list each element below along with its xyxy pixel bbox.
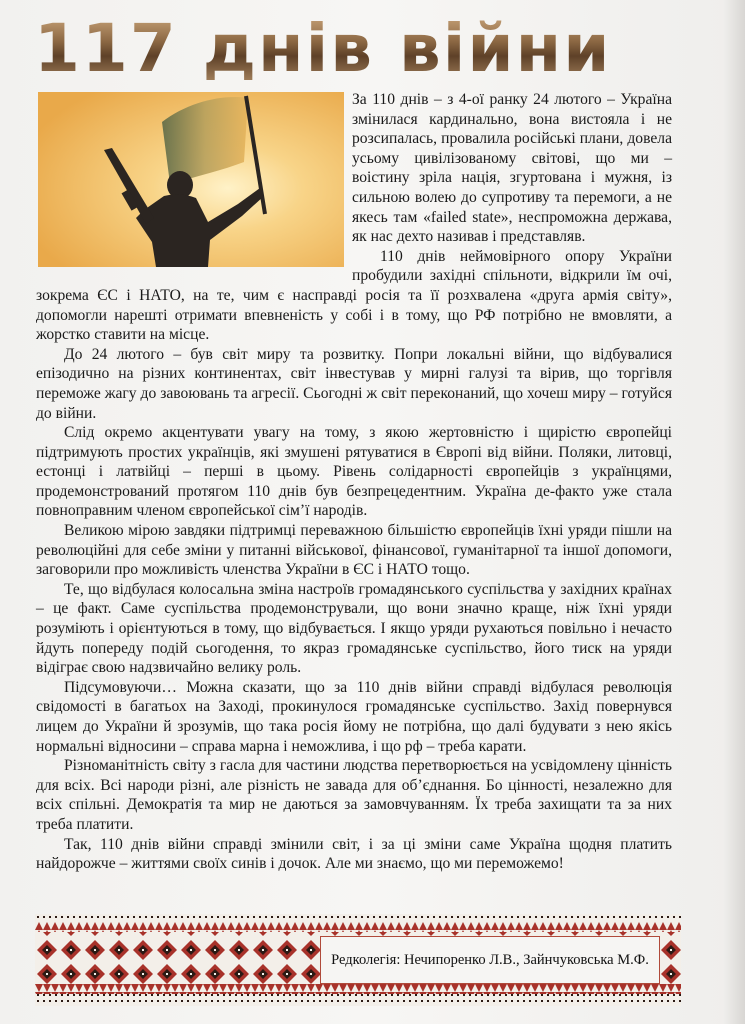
page-edge-shadow bbox=[723, 0, 745, 1024]
paragraph-1: За 110 днів – з 4-ої ранку 24 лютого – Україна змінилася кардинально, вона вистояла і не розсипалась, провалила російські плани, довела усьому цивілізованому світові, що ми – воістину зріла нація, згуртована і мужня, із сильною волею до супротиву та перемоги, а не якесь там «failed state», неспроможна держава, як нас дехто називав і представляв. bbox=[352, 91, 672, 246]
paragraph-2: 110 днів неймовірного опору України пробудили західні спільноти, відкрили їм очі, зокрема ЄС і НАТО, на те, чим є насправді росія та її розхвалена «друга армія світу», допомогли нарешті отримати впевненість у собі і в тому, що РФ потрібно не вмовляти, а жорстко ставити на місце. bbox=[36, 247, 672, 344]
paragraph-8: Різноманітність світу з гасла для частини людства перетворюється на усвідомлену цінність для всіх. Всі народи різні, але різність не завада для об’єднання. Бо цінності, незалежно для всіх спільні. Демократія та мир не даються за замовчуванням. Їх треба захищати та за них треба платити. bbox=[36, 757, 672, 833]
paragraph-6: Те, що відбулася колосальна зміна настроїв громадянського суспільства у західних країнах – це факт. Саме суспільства продемонстрували, що вони значно краще, ніж їхні уряди розуміють і орієнтуються в тому, що відбувається. І якщо уряди рухаються повільно і нечасто йдуть попереду подій сьогодення, то якраз громадянське суспільство, його тиск на уряди відіграє свою надзвичайно велику роль. bbox=[36, 580, 672, 677]
paragraph-3: До 24 лютого – був світ миру та розвитку. Попри локальні війни, що відбувалися епізодично на різних континентах, світ інвестував у мирні галузі та вірив, що торгівля переможе жагу до завоювань та агресії. Сьогодні ж світ переконаний, що хочеш миру – готуйся до війни. bbox=[36, 345, 672, 422]
photo-float-spacer bbox=[36, 90, 352, 274]
paragraph-4: Слід окремо акцентувати увагу на тому, з якою жертовністю і щирістю європейці підтримують простих українців, які змушені рятуватися в Європі від війни. Поляки, литовці, естонці і латвійці – перші в цьому. Рівень солідарності європейців з українцями, продемонстрований протягом 110 днів був безпрецедентним. Україна де-факто уже стала повноправним членом європейської сім’ї народів. bbox=[36, 424, 672, 520]
paragraph-5: Великою мірою завдяки підтримці переважною більшістю європейців їхні уряди пішли на революційні для себе зміни у питанні військової, фінансової, гуманітарної та іншої допомоги, заговорили про можливість членства України в ЄС і НАТО тощо. bbox=[36, 522, 672, 579]
paragraph-7: Підсумовуючи… Можна сказати, що за 110 днів війни справді відбулася революція свідомості в багатьох на Заході, прокинулося громадянське суспільство. Захід повернувся лицем до України й зрозумів, що така росія йому не потрібна, що далі будувати з нею якісь нормальні відносини – справа марна і неможлива, і що рф – треба карати. bbox=[36, 678, 672, 755]
paragraph-9: Так, 110 днів війни справді змінили світ, і за ці зміни саме Україна щодня платить найдорожче – життями своїх синів і дочок. Але ми знаємо, що ми переможемо! bbox=[36, 835, 672, 873]
editorial-credits: Редколегія: Нечипоренко Л.В., Зайнчуковська М.Ф. bbox=[320, 936, 660, 984]
page-title: 117 днів війни bbox=[34, 14, 694, 84]
article-body bbox=[36, 90, 672, 874]
